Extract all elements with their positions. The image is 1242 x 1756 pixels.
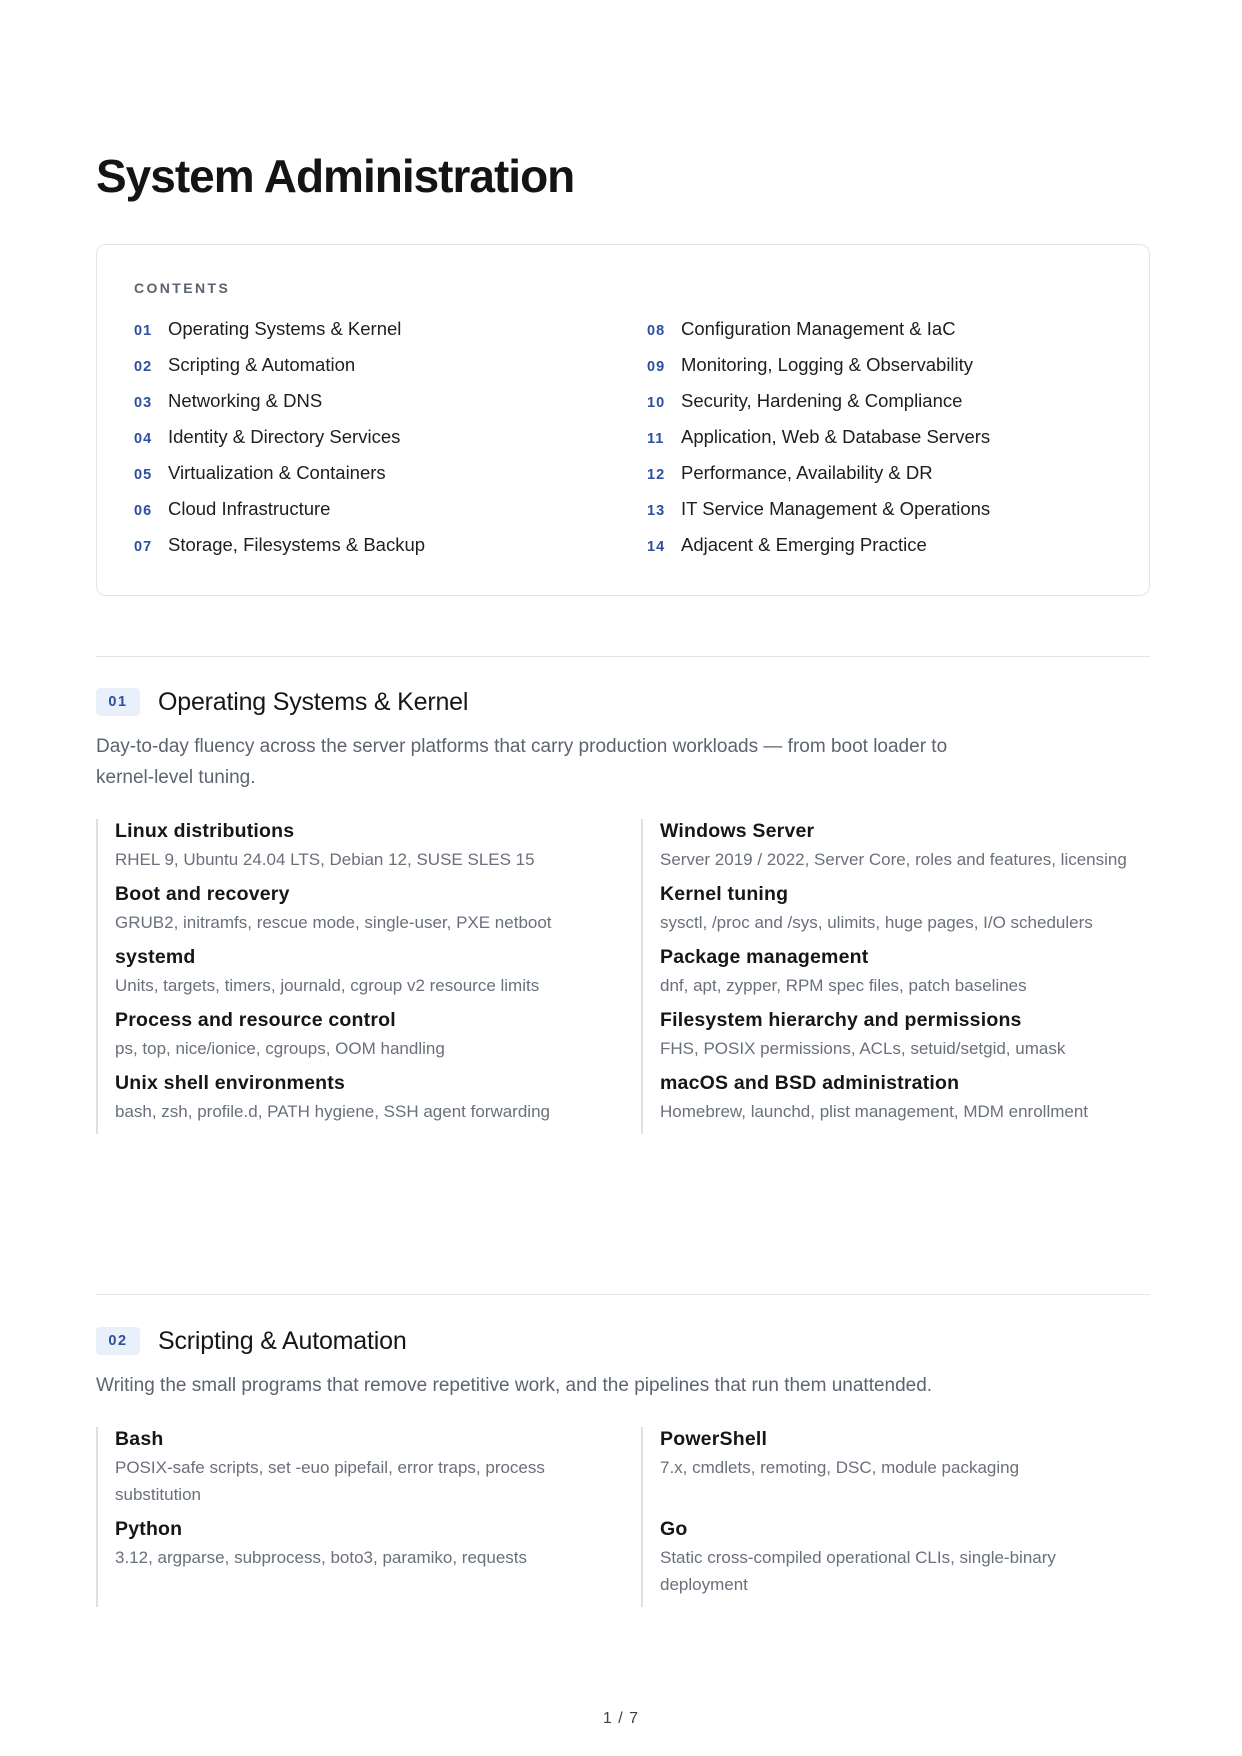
- contents-item[interactable]: [134, 455, 425, 491]
- contents-item-label: Cloud Infrastructure: [168, 498, 331, 519]
- section-scripting-automation: [96, 1324, 1150, 1607]
- topic-item: [641, 882, 1150, 945]
- topic-item: [96, 1517, 641, 1607]
- document-page: [96, 0, 1150, 1756]
- contents-item-number: 05: [134, 467, 153, 483]
- contents-item-label: Identity & Directory Services: [168, 426, 401, 447]
- section-description: Writing the small programs that remove repetitive work, and the pipelines that run them unattended.: [96, 1375, 933, 1396]
- topic-title: Linux distributions: [115, 820, 295, 842]
- topic-item: [641, 1071, 1150, 1134]
- contents-item-label: Storage, Filesystems & Backup: [168, 534, 426, 555]
- topic-details: 7.x, cmdlets, remoting, DSC, module packaging: [660, 1458, 1020, 1477]
- section-operating-systems: [96, 685, 1150, 1134]
- topic-details: RHEL 9, Ubuntu 24.04 LTS, Debian 12, SUSE SLES 15: [115, 850, 535, 869]
- section-number-badge: 01: [96, 688, 140, 716]
- contents-item[interactable]: [134, 527, 425, 563]
- topic-grid: [96, 819, 1150, 1134]
- topic-item: [641, 819, 1150, 882]
- contents-item-number: 12: [647, 467, 666, 483]
- contents-item-label: Scripting & Automation: [168, 354, 356, 375]
- topic-details: dnf, apt, zypper, RPM spec files, patch baselines: [660, 976, 1027, 995]
- page-number: 1 / 7: [602, 1710, 640, 1727]
- contents-item-label: Virtualization & Containers: [168, 462, 386, 483]
- contents-item-label: Adjacent & Emerging Practice: [681, 534, 927, 555]
- topic-details: GRUB2, initramfs, rescue mode, single-user, PXE netboot: [115, 913, 552, 932]
- topic-details: bash, zsh, profile.d, PATH hygiene, SSH agent forwarding: [115, 1102, 550, 1121]
- topic-details: POSIX-safe scripts, set -euo pipefail, error traps, process substitution: [115, 1458, 545, 1504]
- contents-item-label: Networking & DNS: [168, 390, 323, 411]
- contents-item-label: IT Service Management & Operations: [681, 498, 991, 519]
- contents-column-right: [647, 311, 990, 563]
- topic-details: sysctl, /proc and /sys, ulimits, huge pages, I/O schedulers: [660, 913, 1093, 932]
- topic-title: Python: [115, 1518, 183, 1540]
- contents-item[interactable]: [647, 311, 990, 347]
- topic-title: Kernel tuning: [660, 883, 789, 905]
- topic-item: [641, 945, 1150, 1008]
- topic-item: [641, 1008, 1150, 1071]
- contents-label: CONTENTS: [134, 280, 231, 296]
- contents-item[interactable]: [647, 455, 990, 491]
- contents-item[interactable]: [134, 419, 425, 455]
- topic-item: [96, 1008, 641, 1071]
- topic-title: Bash: [115, 1428, 164, 1450]
- topic-details: Homebrew, launchd, plist management, MDM enrollment: [660, 1102, 1089, 1121]
- topic-item: [96, 1427, 641, 1517]
- contents-item[interactable]: [647, 383, 990, 419]
- topic-title: Package management: [660, 946, 869, 968]
- topic-title: Unix shell environments: [115, 1072, 345, 1094]
- topic-item: [96, 945, 641, 1008]
- topic-item: [641, 1427, 1150, 1517]
- contents-item[interactable]: [134, 347, 425, 383]
- topic-details: ps, top, nice/ionice, cgroups, OOM handling: [115, 1039, 445, 1058]
- contents-item-number: 07: [134, 539, 153, 555]
- contents-item[interactable]: [134, 491, 425, 527]
- topic-title: Go: [660, 1518, 688, 1540]
- section-header: [96, 1324, 1150, 1358]
- contents-box: [96, 244, 1150, 596]
- topic-title: PowerShell: [660, 1428, 768, 1450]
- contents-item-label: Performance, Availability & DR: [681, 462, 933, 483]
- contents-item-label: Configuration Management & IaC: [681, 318, 956, 339]
- topic-item: [96, 819, 641, 882]
- topic-title: systemd: [115, 946, 196, 968]
- topic-details: Units, targets, timers, journald, cgroup v2 resource limits: [115, 976, 540, 995]
- topic-title: Boot and recovery: [115, 883, 290, 905]
- contents-item[interactable]: [647, 491, 990, 527]
- contents-item-number: 13: [647, 503, 666, 519]
- topic-title: Windows Server: [660, 820, 815, 842]
- contents-item-number: 03: [134, 395, 153, 411]
- contents-item-label: Monitoring, Logging & Observability: [681, 354, 974, 375]
- topic-title: macOS and BSD administration: [660, 1072, 960, 1094]
- section-number-badge: 02: [96, 1327, 140, 1355]
- topic-item: [96, 1071, 641, 1134]
- document-title: System Administration: [96, 150, 575, 202]
- contents-item-number: 09: [647, 359, 666, 375]
- topic-title: Filesystem hierarchy and permissions: [660, 1009, 1022, 1031]
- section-description: Day-to-day fluency across the server platforms that carry production workloads — from boot loader to kernel-level tuning.: [96, 736, 948, 788]
- contents-item-number: 10: [647, 395, 666, 411]
- contents-item-number: 04: [134, 431, 153, 447]
- topic-details: 3.12, argparse, subprocess, boto3, paramiko, requests: [115, 1548, 528, 1567]
- contents-item-label: Operating Systems & Kernel: [168, 318, 402, 339]
- topic-item: [96, 882, 641, 945]
- contents-item[interactable]: [647, 527, 990, 563]
- contents-item[interactable]: [134, 311, 425, 347]
- section-title: Scripting & Automation: [158, 1326, 407, 1355]
- contents-item-number: 08: [647, 323, 666, 339]
- contents-item-number: 06: [134, 503, 153, 519]
- contents-item[interactable]: [647, 419, 990, 455]
- topic-title: Process and resource control: [115, 1009, 396, 1031]
- contents-item[interactable]: [647, 347, 990, 383]
- contents-item-number: 11: [647, 431, 665, 447]
- section-title: Operating Systems & Kernel: [158, 687, 469, 716]
- topic-details: Server 2019 / 2022, Server Core, roles and features, licensing: [660, 850, 1127, 869]
- topic-grid: [96, 1427, 1150, 1607]
- contents-item-label: Security, Hardening & Compliance: [681, 390, 963, 411]
- contents-item-number: 01: [134, 323, 153, 339]
- contents-item-label: Application, Web & Database Servers: [681, 426, 991, 447]
- section-divider: [96, 656, 1150, 657]
- contents-item-number: 02: [134, 359, 153, 375]
- topic-details: FHS, POSIX permissions, ACLs, setuid/setgid, umask: [660, 1039, 1066, 1058]
- contents-item[interactable]: [134, 383, 425, 419]
- contents-column-left: [134, 311, 425, 563]
- topic-item: [641, 1517, 1150, 1607]
- topic-details: Static cross-compiled operational CLIs, single-binary deployment: [660, 1548, 1056, 1594]
- section-divider: [96, 1294, 1150, 1295]
- contents-item-number: 14: [647, 539, 666, 555]
- section-header: [96, 685, 1150, 719]
